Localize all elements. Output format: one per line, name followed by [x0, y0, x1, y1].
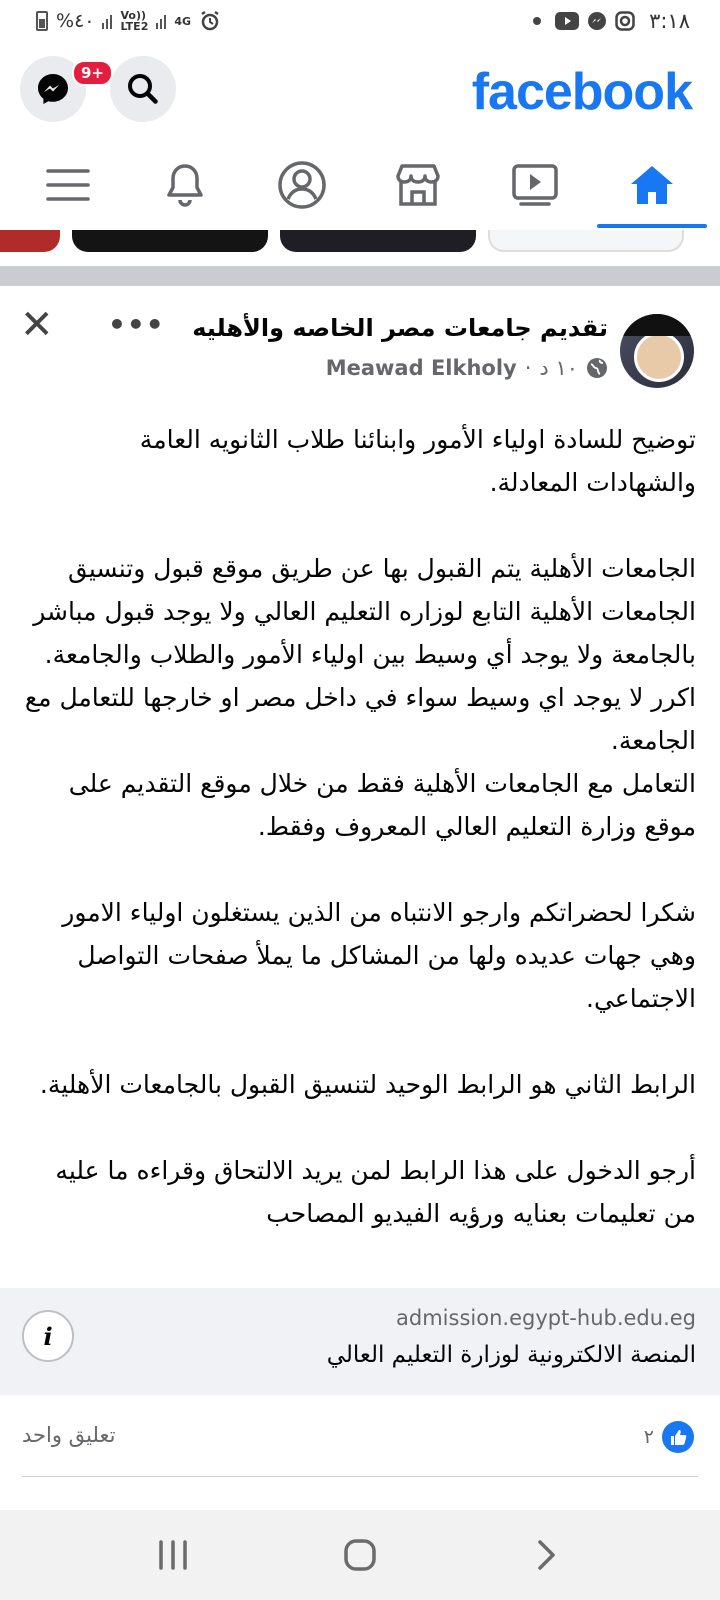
profile-icon	[277, 160, 327, 210]
link-preview[interactable]	[0, 1288, 720, 1395]
likes-summary[interactable]	[644, 1421, 694, 1453]
group-avatar[interactable]	[620, 314, 694, 388]
volte-label: Vo)) LTE2	[120, 9, 149, 33]
info-icon[interactable]: i	[22, 1310, 74, 1362]
messenger-badge: 9+	[72, 60, 113, 86]
likes-count: ٢	[643, 1426, 654, 1448]
tab-marketplace[interactable]	[363, 140, 473, 230]
stories-strip[interactable]	[0, 230, 720, 266]
app-header	[0, 42, 720, 140]
search-icon	[126, 72, 160, 106]
battery-level: %٤٠	[56, 10, 95, 32]
link-domain[interactable]: admission.egypt-hub.edu.eg	[396, 1306, 696, 1330]
post-time[interactable]: ١٠ د	[539, 356, 578, 380]
actions-divider	[22, 1476, 698, 1477]
status-right	[533, 9, 690, 33]
chevron-right-icon	[535, 1538, 559, 1572]
meta-separator: ·	[524, 356, 532, 380]
paragraph-gap	[24, 848, 696, 891]
comments-count[interactable]: تعليق واحد	[22, 1423, 116, 1447]
signal-icon	[102, 13, 112, 29]
recent-apps-button[interactable]	[143, 1525, 203, 1585]
search-button[interactable]	[110, 56, 176, 122]
notification-dot-icon	[533, 17, 541, 25]
post-author[interactable]: Meawad Elkholy	[325, 356, 517, 380]
status-left	[36, 10, 221, 32]
story-card[interactable]	[488, 230, 684, 252]
clock: ٣:١٨	[649, 9, 690, 33]
paragraph-gap	[24, 1020, 696, 1063]
network-label: 4G	[174, 14, 192, 28]
tab-notifications[interactable]	[130, 140, 240, 230]
menu-icon	[46, 167, 90, 203]
facebook-logo[interactable]: facebook	[471, 63, 692, 121]
signal-2-icon	[156, 13, 166, 29]
instagram-icon	[615, 11, 635, 31]
messenger-icon	[35, 71, 71, 107]
marketplace-icon	[394, 162, 442, 208]
youtube-icon	[555, 12, 579, 30]
tab-watch[interactable]	[480, 140, 590, 230]
messenger-button[interactable]	[20, 56, 105, 122]
globe-icon	[586, 357, 608, 379]
post-paragraph: اكرر لا يوجد اي وسيط سواء في داخل مصر او خارجها للتعامل مع الجامعة.	[24, 683, 696, 755]
status-bar	[0, 0, 720, 42]
feed-separator	[0, 266, 720, 286]
post-body	[24, 418, 696, 1235]
link-title[interactable]: المنصة الالكترونية لوزارة التعليم العالي	[326, 1342, 696, 1368]
post-header	[0, 300, 720, 400]
back-button[interactable]	[517, 1525, 577, 1585]
battery-icon	[36, 11, 48, 31]
main-nav	[0, 140, 720, 230]
system-nav-bar	[0, 1510, 720, 1600]
post-group-title[interactable]: تقديم جامعات مصر الخاصه والأهليه	[192, 314, 608, 342]
story-card[interactable]	[280, 230, 476, 252]
more-options-icon[interactable]: •••	[108, 308, 165, 341]
post-paragraph: شكرا لحضراتكم وارجو الانتباه من الذين يستغلون اولياء الامور وهي جهات عديده ولها من المشاكل ما يملأ صفحات التواصل الاجتماعي.	[62, 898, 696, 1013]
story-card[interactable]	[0, 230, 60, 252]
tab-home[interactable]	[597, 140, 707, 230]
alarm-icon	[199, 10, 221, 32]
post-meta	[326, 356, 608, 380]
home-circle-icon	[343, 1538, 377, 1572]
post-paragraph: التعامل مع الجامعات الأهلية فقط من خلال موقع التقديم على موقع وزارة التعليم العالي المعروف وفقط.	[68, 769, 696, 841]
post-paragraph: أرجو الدخول على هذا الرابط لمن يريد الالتحاق وقراءه ما عليه من تعليمات بعنايه ورؤيه الفيديو المصاحب	[55, 1156, 696, 1228]
post-paragraph: الرابط الثاني هو الرابط الوحيد لتنسيق القبول بالجامعات الأهلية.	[39, 1070, 696, 1099]
tab-menu[interactable]	[13, 140, 123, 230]
paragraph-gap	[24, 1106, 696, 1149]
bell-icon	[164, 162, 206, 208]
recent-apps-icon	[157, 1540, 189, 1570]
paragraph-gap	[24, 504, 696, 547]
home-icon	[628, 163, 676, 207]
home-system-button[interactable]	[330, 1525, 390, 1585]
tab-profile[interactable]	[247, 140, 357, 230]
reactions-bar	[0, 1415, 720, 1465]
messenger-small-icon	[587, 11, 607, 31]
like-reaction-icon	[662, 1421, 694, 1453]
watch-icon	[511, 163, 559, 207]
story-card[interactable]	[72, 230, 268, 252]
post-paragraph: توضيح للسادة اولياء الأمور وابنائنا طلاب الثانويه العامة والشهادات المعادلة.	[139, 425, 696, 497]
post-paragraph: الجامعات الأهلية يتم القبول بها عن طريق موقع قبول وتنسيق الجامعات الأهلية التابع لوزاره التعليم العالي ولا يوجد قبول مباشر بالجامعة ولا يوجد أي وسيط بين اولياء الأمور والطلاب والجامعة.	[33, 554, 696, 669]
close-icon[interactable]: ✕	[20, 302, 54, 348]
